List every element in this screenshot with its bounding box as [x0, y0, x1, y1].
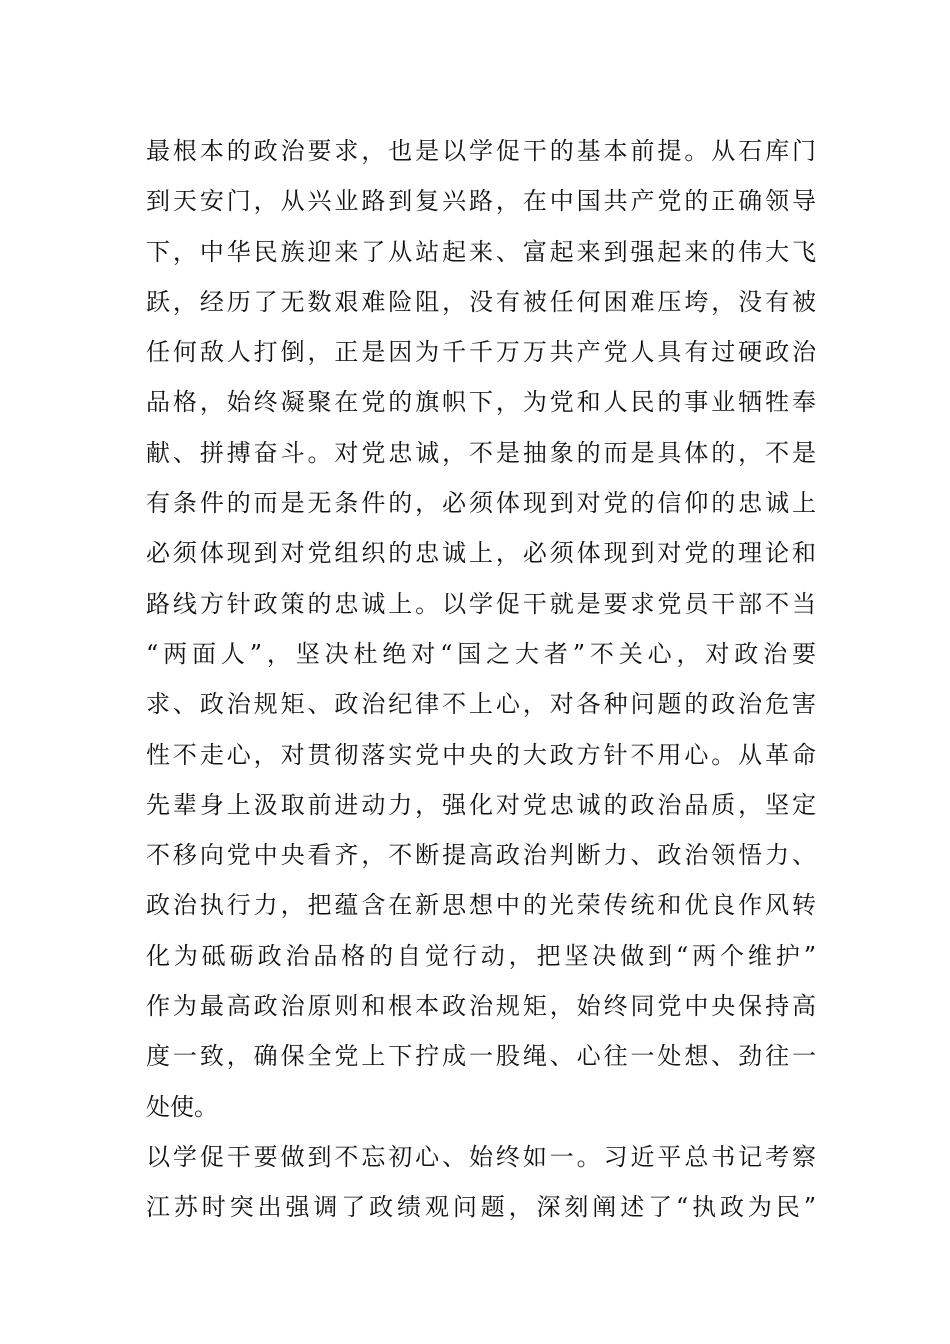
paragraph-line: 路线方针政策的忠诚上。以学促干就是要求党员干部不当: [146, 589, 816, 618]
document-body: [146, 126, 816, 1233]
paragraph-line: 性不走心，对贯彻落实党中央的大政方针不用心。从革命: [146, 740, 816, 769]
paragraph-2: [146, 1132, 816, 1233]
paragraph-line: 品格，始终凝聚在党的旗帜下，为党和人民的事业牺牲奉: [146, 388, 816, 417]
paragraph-line: 作为最高政治原则和根本政治规矩，始终同党中央保持高: [146, 992, 816, 1021]
paragraph-line: 化为砥砺政治品格的自觉行动，把坚决做到“两个维护”: [146, 941, 816, 970]
paragraph-line: 求、政治规矩、政治纪律不上心，对各种问题的政治危害: [146, 690, 816, 719]
paragraph-line: 到天安门，从兴业路到复兴路，在中国共产党的正确领导: [146, 187, 816, 216]
paragraph-1: [146, 126, 816, 1132]
paragraph-line: 以学促干要做到不忘初心、始终如一。习近平总书记考察: [146, 1142, 816, 1171]
paragraph-line: 下，中华民族迎来了从站起来、富起来到强起来的伟大飞: [146, 237, 816, 266]
paragraph-line: 有条件的而是无条件的，必须体现到对党的信仰的忠诚上: [146, 489, 816, 518]
paragraph-line: 最根本的政治要求，也是以学促干的基本前提。从石库门: [146, 137, 816, 165]
paragraph-line: 江苏时突出强调了政绩观问题，深刻阐述了“执政为民”: [146, 1193, 816, 1222]
paragraph-line: 必须体现到对党组织的忠诚上，必须体现到对党的理论和: [146, 539, 816, 568]
paragraph-line: 政治执行力，把蕴含在新思想中的光荣传统和优良作风转: [146, 891, 816, 920]
paragraph-line: 处使。: [146, 1092, 218, 1121]
paragraph-line: 跃，经历了无数艰难险阻，没有被任何困难压垮，没有被: [146, 287, 816, 316]
paragraph-line: 度一致，确保全党上下拧成一股绳、心往一处想、劲往一: [146, 1042, 816, 1071]
paragraph-line: 不移向党中央看齐，不断提高政治判断力、政治领悟力、: [146, 841, 816, 870]
paragraph-line: 任何敌人打倒，正是因为千千万万共产党人具有过硬政治: [146, 338, 816, 367]
paragraph-line: “两面人”，坚决杜绝对“国之大者”不关心，对政治要: [146, 639, 816, 668]
paragraph-line: 先辈身上汲取前进动力，强化对党忠诚的政治品质，坚定: [146, 790, 816, 819]
paragraph-line: 献、拼搏奋斗。对党忠诚，不是抽象的而是具体的，不是: [146, 438, 816, 467]
